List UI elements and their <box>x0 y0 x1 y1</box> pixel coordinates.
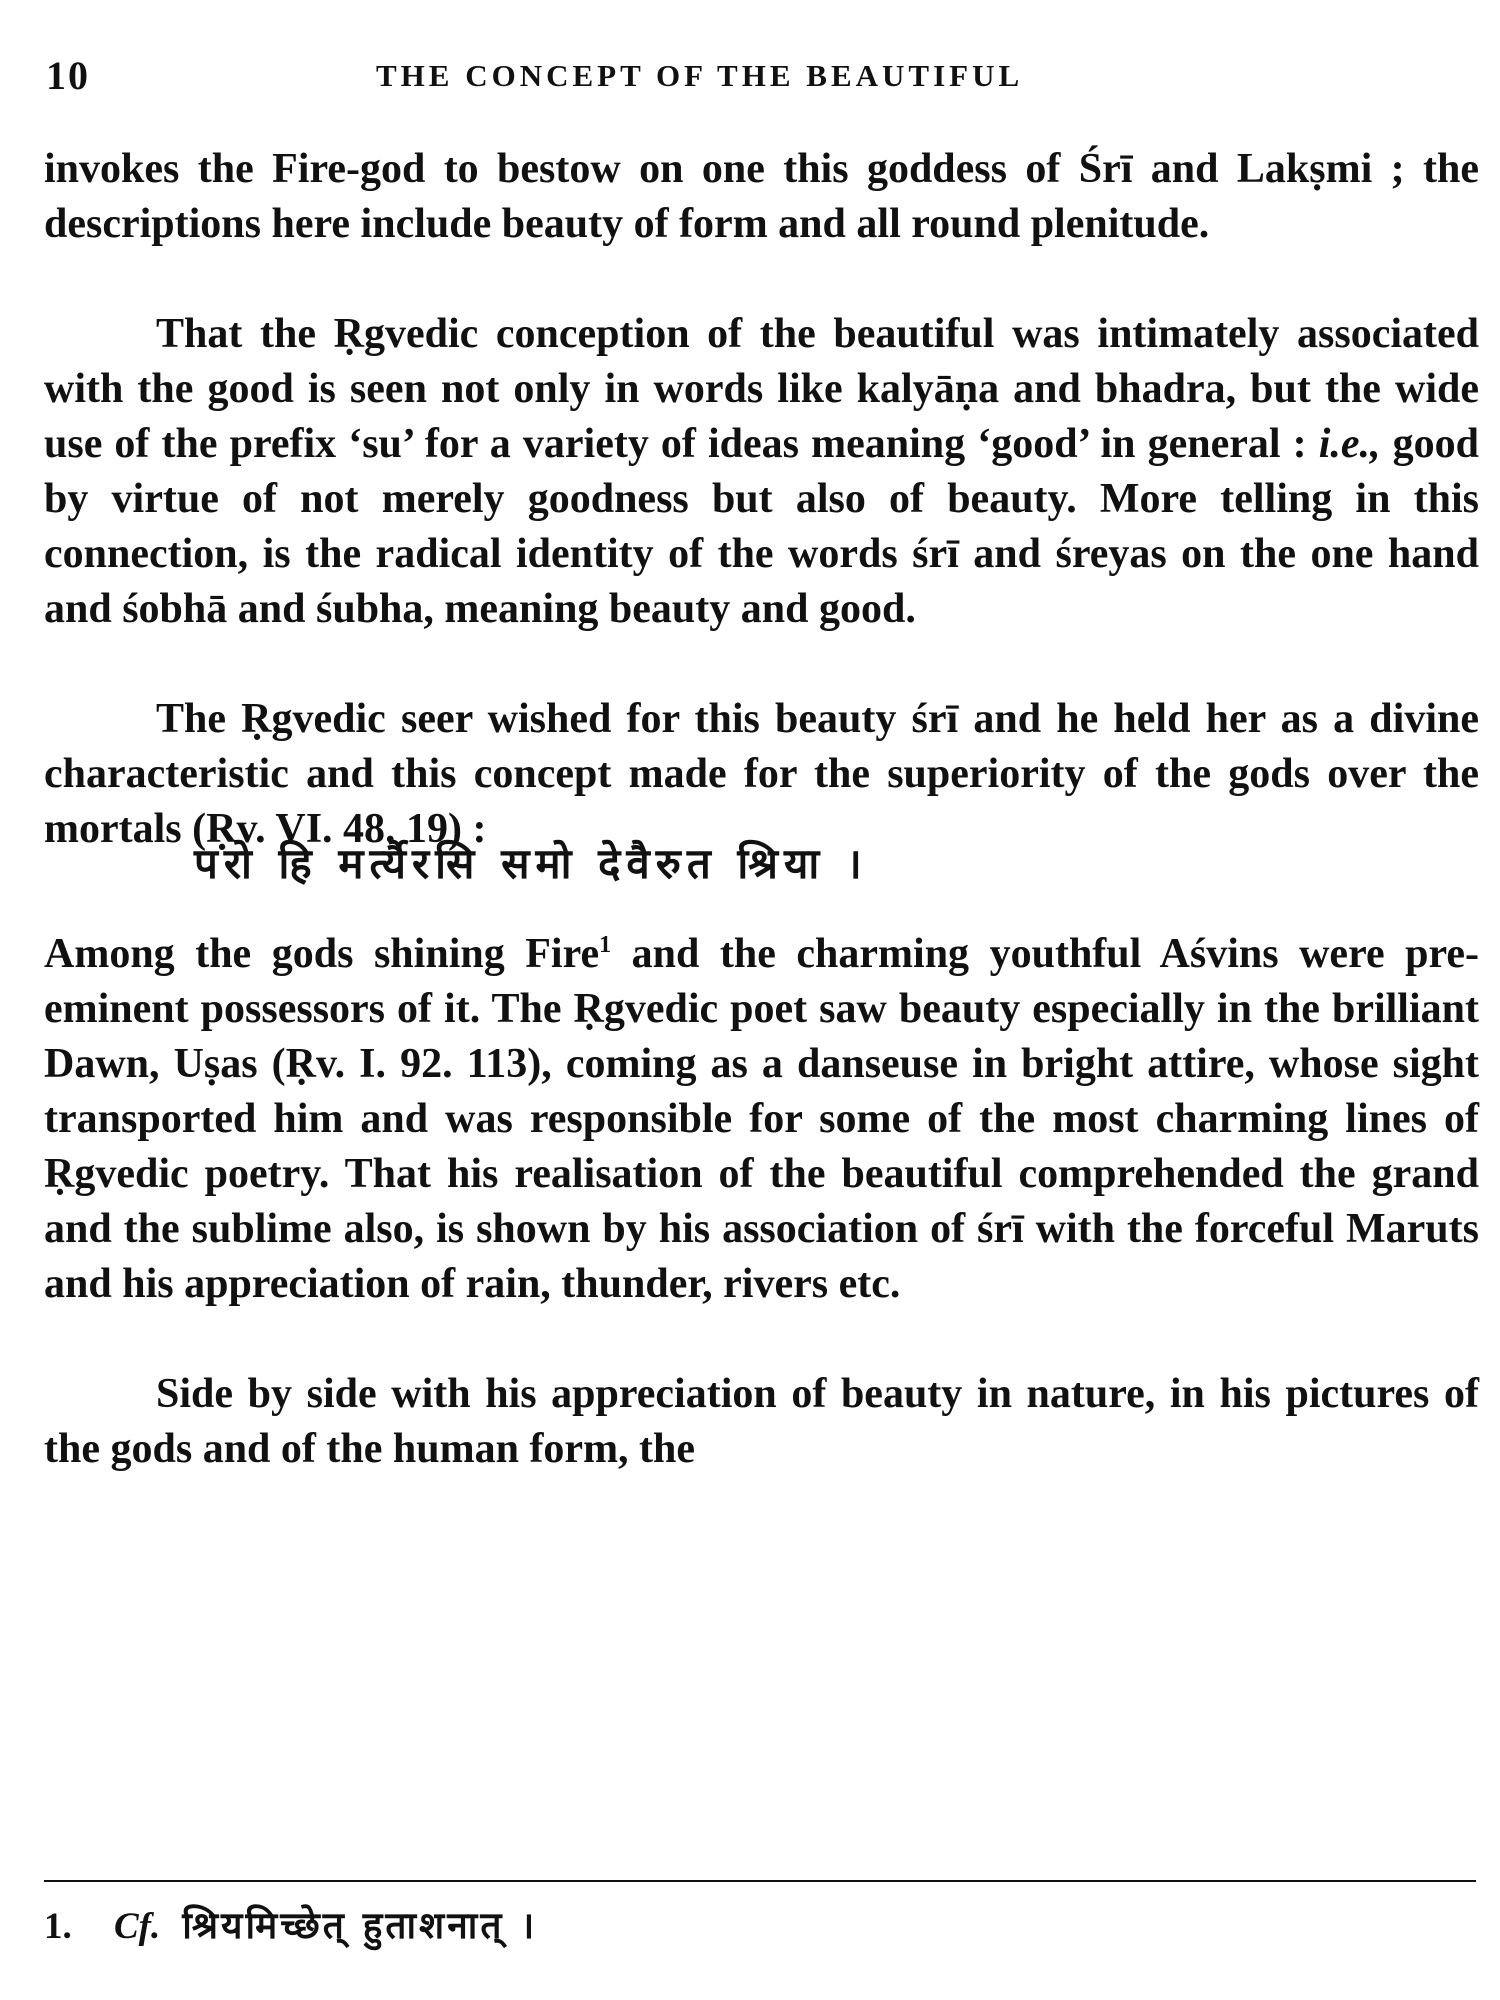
running-head: THE CONCEPT OF THE BEAUTIFUL <box>376 58 1024 93</box>
paragraph-text: and the charming youthful Aśvins were pre-eminent possessors of it. The Ṛgvedic poet saw beauty especially in the brilliant Dawn, Uṣas (Ṛv. I. 92. 113), coming as a danseuse in bright attire, whose sight transported him and was responsible for some of the most charming lines of Ṛgvedic poetry. That his realisation of the beautiful comprehended the grand and the sublime also, is shown by his association of śrī with the forceful Maruts and his appreciation of rain, thunder, rivers etc. <box>44 931 1479 1307</box>
paragraph-continuation: invokes the Fire-god to bestow on one this goddess of Śrī and Lakṣmi ; the descriptions here include beauty of form and all round plenitude. <box>44 146 1479 247</box>
body-text <box>44 142 1479 1477</box>
page-number: 10 <box>46 53 90 98</box>
paragraph-rgvedic-conception <box>44 307 1479 637</box>
paragraph-text: That the Ṛgvedic conception of the beautiful was intimately associated with the good is seen not only in words like kalyāṇa and bhadra, but the wide use of the prefix ‘su’ for a variety of ideas meaning ‘good’ in general : <box>44 311 1479 467</box>
italic-ie: i.e., <box>1318 421 1381 467</box>
paragraph-text-before: Among the gods shining Fire <box>44 931 600 977</box>
footnote-cf: Cf. <box>114 1906 161 1947</box>
sanskrit-verse: परो हि मर्त्यैरसि समो देवैरुत श्रिया । <box>194 839 868 888</box>
page-header <box>46 52 1476 112</box>
footnote-rule <box>44 1880 1476 1882</box>
footnote-reference: 1 <box>599 932 612 958</box>
paragraph-side-by-side: Side by side with his appreciation of beauty in nature, in his pictures of the gods and of the human form, the <box>44 1371 1479 1472</box>
paragraph-seer-beauty: The Ṛgvedic seer wished for this beauty śrī and he held her as a divine characteristic and this concept made for the superiority of the gods over the mortals (Ṛv. VI. 48. 19) : <box>44 696 1479 852</box>
footnote-text: श्रियमिच्छेत् हुताशनात् । <box>182 1904 538 1947</box>
paragraph-among-gods <box>44 927 1479 1312</box>
footnote <box>44 1900 1474 1953</box>
footnote-number: 1. <box>44 1906 72 1947</box>
paragraph-text-after: good by virtue of not merely goodness but also of beauty. More telling in this connection, is the radical identity of the words śrī and śreyas on the one hand and śobhā and śubha, meaning beauty and good. <box>44 421 1480 632</box>
